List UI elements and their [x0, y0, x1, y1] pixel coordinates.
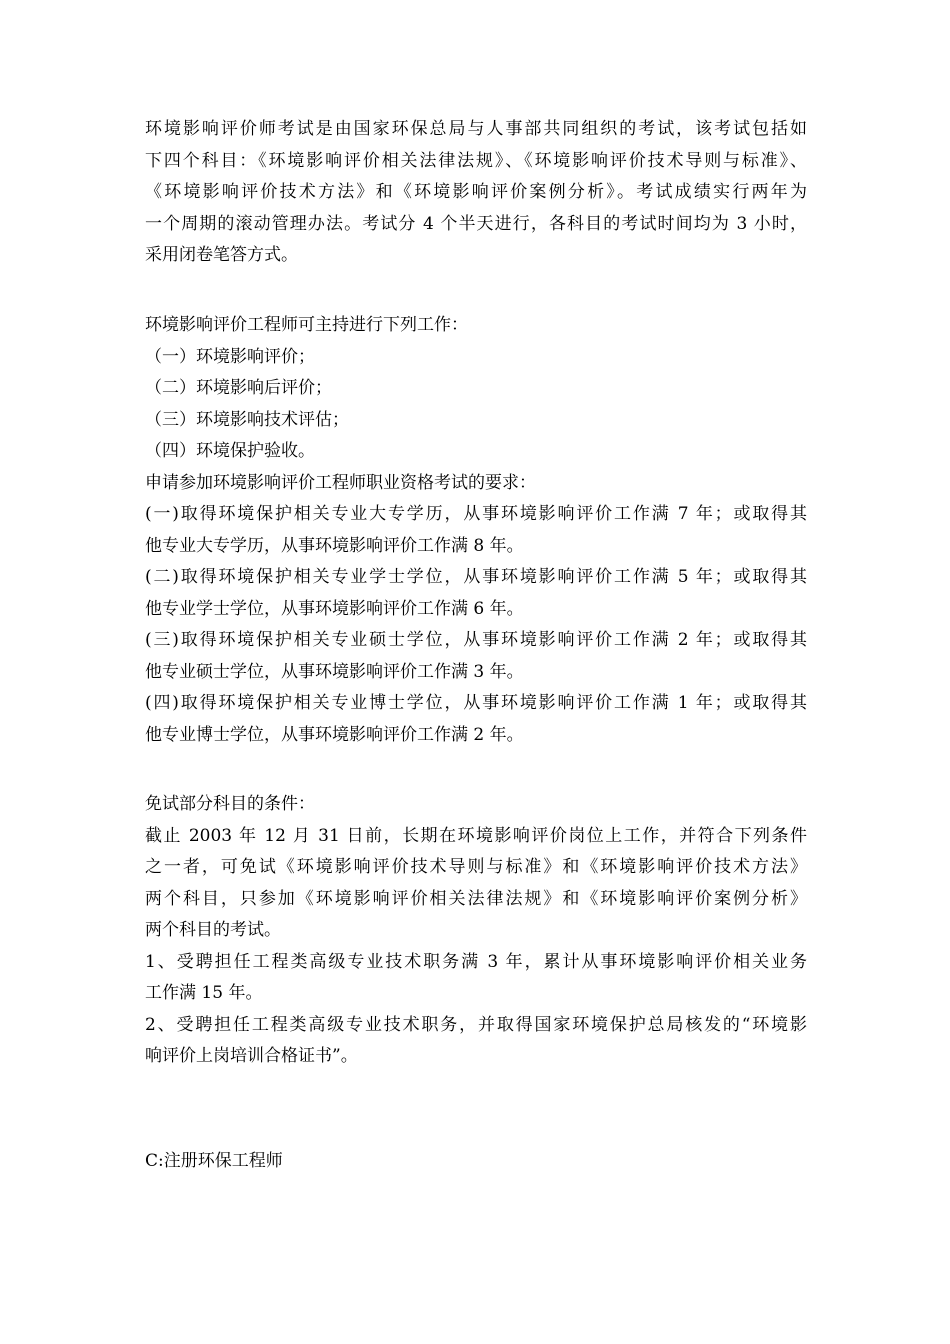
requirement-line: (三)取得环境保护相关专业硕士学位，从事环境影响评价工作满 2 年；或取得其	[145, 630, 807, 650]
list-item: （二）环境影响后评价；	[145, 378, 332, 398]
condition-line: 工作满 15 年。	[145, 983, 263, 1003]
text-line: 采用闭卷笔答方式。	[145, 245, 298, 265]
requirement-line: (四)取得环境保护相关专业博士学位，从事环境影响评价工作满 1 年；或取得其	[145, 693, 807, 713]
requirement-line: 他专业硕士学位，从事环境影响评价工作满 3 年。	[145, 661, 524, 682]
intro-paragraph	[145, 114, 807, 272]
engineer-section	[145, 1146, 807, 1178]
duties-section	[145, 310, 807, 751]
text-line: 两个科目，只参加《环境影响评价相关法律法规》和《环境影响评价案例分析》	[145, 888, 807, 909]
exemption-section	[145, 789, 807, 1073]
list-item: （三）环境影响技术评估；	[145, 409, 349, 430]
condition-line: 2、受聘担任工程类高级专业技术职务，并取得国家环境保护总局核发的“环境影	[145, 1014, 807, 1035]
list-item: （一）环境影响评价；	[145, 346, 315, 367]
condition-line: 1、受聘担任工程类高级专业技术职务满 3 年，累计从事环境影响评价相关业务	[145, 951, 807, 972]
text-line: 一个周期的滚动管理办法。考试分 4 个半天进行，各科目的考试时间均为 3 小时，	[145, 213, 807, 234]
text-line: 环境影响评价师考试是由国家环保总局与人事部共同组织的考试，该考试包括如	[145, 119, 807, 139]
section-heading: C:注册环保工程师	[145, 1151, 283, 1171]
section-heading: 免试部分科目的条件：	[145, 794, 315, 814]
condition-line: 响评价上岗培训合格证书”。	[145, 1046, 358, 1066]
requirement-line: 他专业大专学历，从事环境影响评价工作满 8 年。	[145, 535, 524, 556]
list-item: （四）环境保护验收。	[145, 441, 315, 461]
section-heading: 申请参加环境影响评价工程师职业资格考试的要求：	[145, 472, 536, 493]
text-line: 截止 2003 年 12 月 31 日前，长期在环境影响评价岗位上工作，并符合下列条件	[145, 825, 807, 846]
text-line: 之一者，可免试《环境影响评价技术导则与标准》和《环境影响评价技术方法》	[145, 857, 807, 877]
section-heading: 环境影响评价工程师可主持进行下列工作：	[145, 315, 468, 335]
text-line: 下四个科目：《环境影响评价相关法律法规》、《环境影响评价技术导则与标准》、	[145, 150, 807, 171]
text-line: 两个科目的考试。	[145, 920, 281, 940]
requirement-line: 他专业博士学位，从事环境影响评价工作满 2 年。	[145, 724, 524, 745]
requirement-line: (二)取得环境保护相关专业学士学位，从事环境影响评价工作满 5 年；或取得其	[145, 567, 807, 587]
text-line: 《环境影响评价技术方法》和《环境影响评价案例分析》。考试成绩实行两年为	[145, 182, 807, 202]
requirement-line: 他专业学士学位，从事环境影响评价工作满 6 年。	[145, 598, 524, 619]
requirement-line: (一)取得环境保护相关专业大专学历，从事环境影响评价工作满 7 年；或取得其	[145, 504, 807, 524]
